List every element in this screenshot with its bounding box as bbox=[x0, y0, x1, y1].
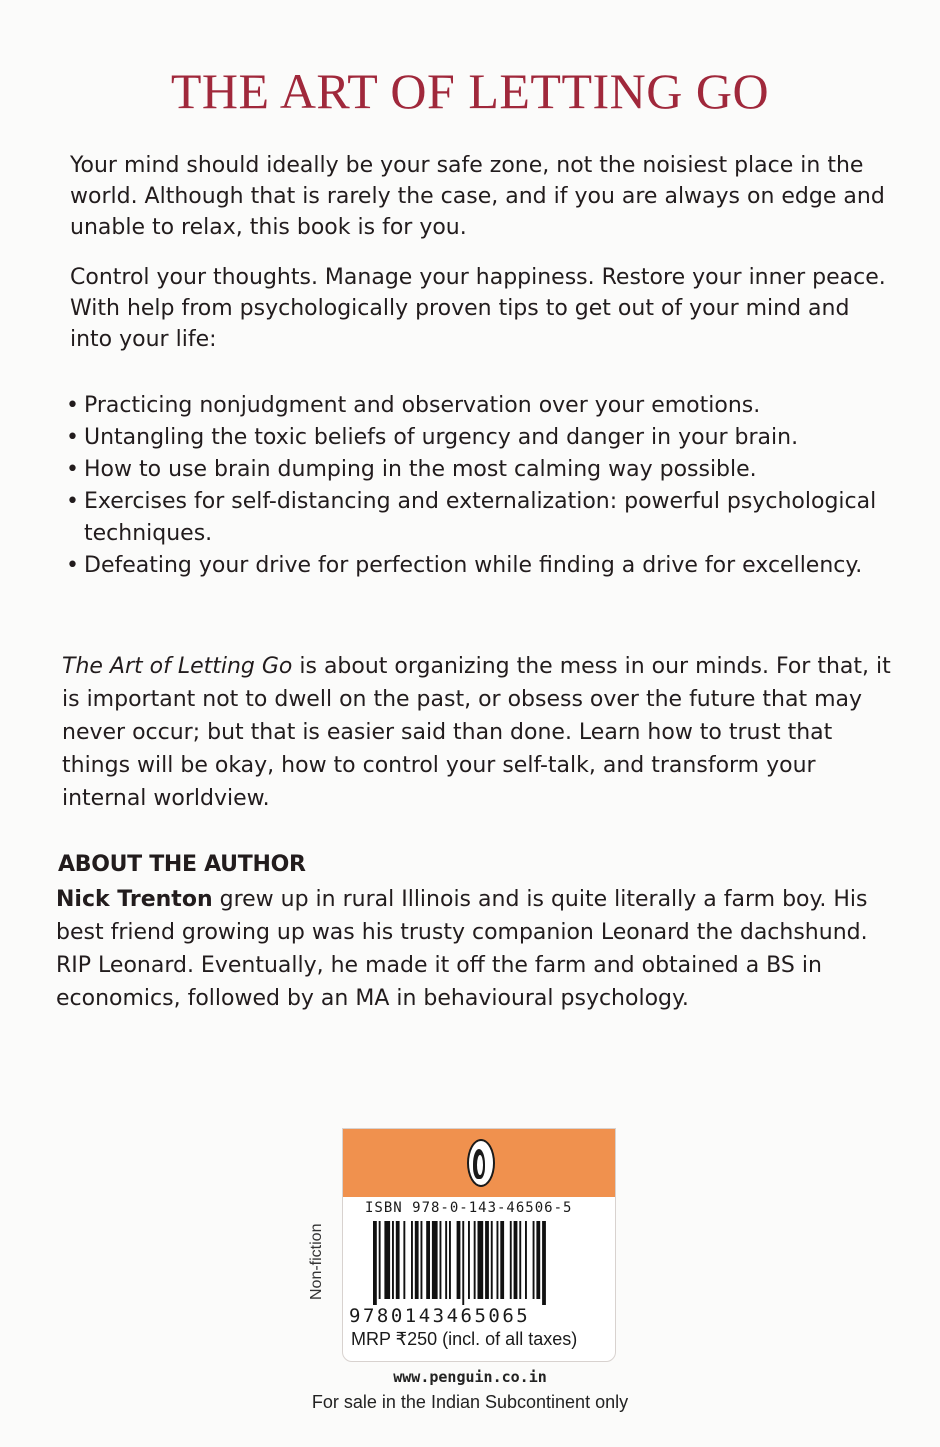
isbn-text: ISBN 978-0-143-46506-5 bbox=[365, 1200, 573, 1216]
author-bio: grew up in rural Illinois and is quite literally a farm boy. His best friend growing up was his trusty companion Leonard the dachshund. RIP Leonard. Eventually, he made it off the farm and obtained a BS in economics, followed by an MA in behavioural psychology. bbox=[56, 887, 868, 1011]
feature-list bbox=[66, 390, 886, 582]
list-item: • Practicing nonjudgment and observation over your emotions. bbox=[66, 390, 886, 422]
sale-region-note: For sale in the Indian Subcontinent only bbox=[311, 1392, 629, 1412]
list-item: • Untangling the toxic beliefs of urgency and danger in your brain. bbox=[66, 422, 886, 454]
barcode-icon bbox=[373, 1221, 593, 1305]
penguin-logo-icon bbox=[467, 1139, 495, 1187]
list-item: • How to use brain dumping in the most calming way possible. bbox=[66, 454, 886, 486]
list-item: • Exercises for self-distancing and externalization: powerful psychological techniques. bbox=[66, 486, 886, 550]
barcode-digits: 9780143465065 bbox=[349, 1305, 531, 1327]
summary-text: is about organizing the mess in our minds. For that, it is important not to dwell on the past, or obsess over the future that may never occur; but that is easier said than done. Learn how to trust that things will be okay, how to control your self-talk, and transform your internal worldview. bbox=[62, 654, 891, 811]
about-author-heading: ABOUT THE AUTHOR bbox=[58, 852, 306, 877]
control-paragraph: Control your thoughts. Manage your happiness. Restore your inner peace. With help from psychologically proven tips to get out of your mind and into your life: bbox=[70, 265, 886, 352]
genre-label: Non-fiction bbox=[308, 1223, 325, 1300]
book-title: THE ART OF LETTING GO bbox=[170, 63, 770, 119]
publisher-website: www.penguin.co.in bbox=[393, 1368, 547, 1386]
intro-paragraph: Your mind should ideally be your safe zone, not the noisiest place in the world. Although that is rarely the case, and if you are always on edge and unable to relax, this book is for you. bbox=[70, 153, 885, 240]
summary-paragraph bbox=[62, 650, 902, 815]
label-band bbox=[343, 1129, 615, 1197]
barcode-label bbox=[342, 1128, 616, 1362]
list-item: • Defeating your drive for perfection while finding a drive for excellency. bbox=[66, 550, 886, 582]
mrp-price: MRP ₹250 (incl. of all taxes) bbox=[351, 1329, 578, 1349]
author-name: Nick Trenton bbox=[56, 887, 213, 912]
author-paragraph bbox=[56, 883, 896, 1015]
summary-book-title: The Art of Letting Go bbox=[62, 654, 293, 679]
